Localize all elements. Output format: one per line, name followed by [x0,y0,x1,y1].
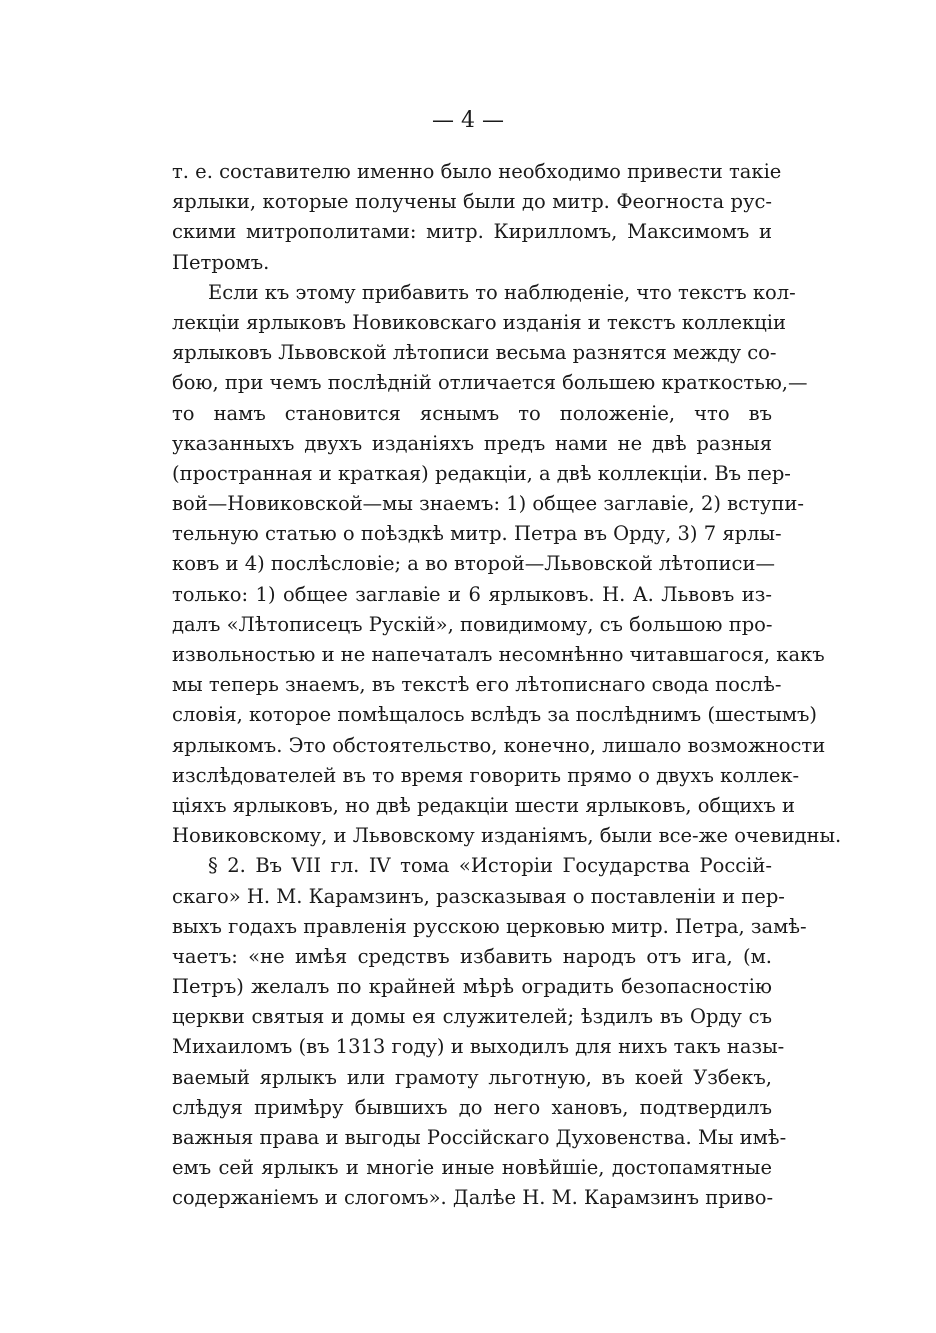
text-line: (пространная и краткая) редакціи, а двѣ коллекціи. Въ пер- [172,461,791,485]
text-line: то намъ становится яснымъ то положеніе, что въ [172,401,772,425]
page-number: — 4 — [432,108,504,133]
text-line: выхъ годахъ правленія русскою церковью митр. Петра, замѣ- [172,914,807,938]
text-line: далъ «Лѣтописецъ Рускій», повидимому, съ большою про- [172,612,773,636]
text-line: Петръ) желалъ по крайней мѣрѣ оградить безопасностію [172,975,772,999]
text-line: важныя права и выгоды Россійскаго Духовенства. Мы имѣ- [172,1126,787,1149]
text-line: мы теперь знаемъ, въ текстѣ его лѣтописнаго свода послѣ- [172,673,782,697]
text-line: содержаніемъ и слогомъ». Далѣе Н. М. Карамзинъ приво- [172,1186,774,1210]
text-line: Новиковскому, и Львовскому изданіямъ, были все-же очевидны. [172,824,842,848]
text-line: только: 1) общее заглавіе и 6 ярлыковъ. Н. А. Львовъ из- [172,582,772,606]
text-line: Петромъ. [172,250,270,274]
text-line: Если къ этому прибавить то наблюденіе, что текстъ кол- [208,280,796,304]
text-line: изслѣдователей въ то время говорить прямо о двухъ коллек- [172,763,800,787]
text-line: ваемый ярлыкъ или грамоту льготную, въ коей Узбекъ, [172,1065,772,1089]
text-line: Михаиломъ (въ 1313 году) и выходилъ для нихъ такъ назы- [172,1035,785,1059]
text-line: извольностью и не напечаталъ несомнѣнно читавшагося, какъ [172,643,825,666]
text-line: чаетъ: «не имѣя средствъ избавить народъ отъ ига, (м. [172,944,772,968]
text-line: тельную статью о поѣздкѣ митр. Петра въ Орду, 3) 7 ярлы- [172,522,782,546]
text-line: т. е. составителю именно было необходимо привести такіе [172,160,782,183]
text-line: ярлыки, которые получены были до митр. Феогноста рус- [172,190,772,214]
text-line: ярлыковъ Львовской лѣтописи весьма разнятся между со- [172,341,777,365]
text-line: § 2. Въ VII гл. IV тома «Исторіи Государства Россій- [208,854,772,878]
text-line: вой—Новиковской—мы знаемъ: 1) общее заглавіе, 2) вступи- [172,492,804,516]
body-text [172,157,842,1214]
text-line: словія, которое помѣщалось вслѣдъ за послѣднимъ (шестымъ) [172,703,818,727]
text-line: бою, при чемъ послѣдній отличается большею краткостью,— [172,371,808,395]
text-line: церкви святыя и домы ея служителей; ѣздилъ въ Орду съ [172,1005,772,1029]
text-line: скими митрополитами: митр. Кирилломъ, Максимомъ и [172,220,772,244]
text-line: емъ сей ярлыкъ и многіе иные новѣйшіе, достопамятные [172,1156,772,1180]
text-line: ярлыкомъ. Это обстоятельство, конечно, лишало возможности [172,733,826,757]
text-line: ковъ и 4) послѣсловіе; а во второй—Львовской лѣтописи— [172,552,775,576]
text-line: ціяхъ ярлыковъ, но двѣ редакціи шести ярлыковъ, общихъ и [172,793,795,817]
text-line: указанныхъ двухъ изданіяхъ предъ нами не двѣ разныя [172,431,772,455]
text-line: слѣдуя примѣру бывшихъ до него хановъ, подтвердилъ [172,1095,772,1119]
text-line: скаго» Н. М. Карамзинъ, разсказывая о поставленіи и пер- [172,884,785,908]
text-line: лекціи ярлыковъ Новиковскаго изданія и текстъ коллекціи [172,310,787,334]
